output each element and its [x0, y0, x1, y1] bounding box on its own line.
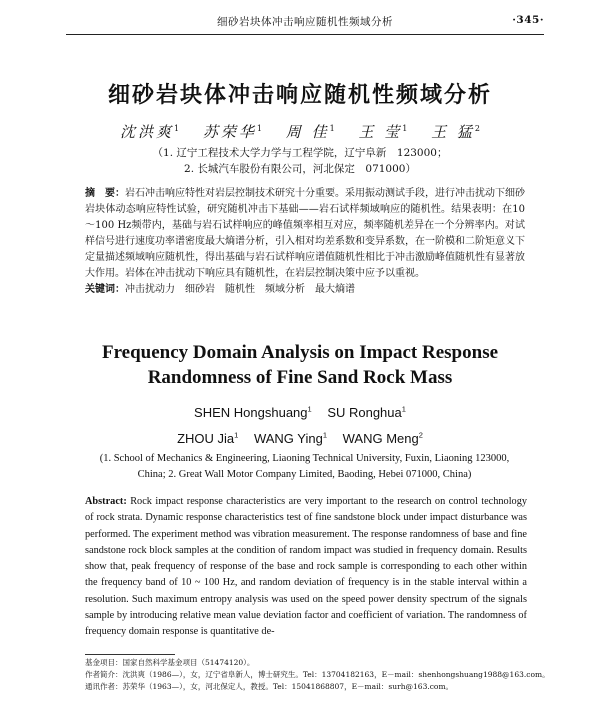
author-5: 王 猛$^2$ [431, 123, 480, 141]
author-4: 王 莹$^1$ [358, 123, 408, 141]
english-author-1: SHEN Hongshuang$^1$ [194, 405, 312, 421]
abstract-label: 摘 要： [85, 188, 125, 199]
abstract-text: 岩石冲击响应特性对岩层控制技术研究十分重要。采用振动测试手段，进行冲击扰动下细砂岩块体动态响应特性试验，研究随机冲击下基础——岩石试样频域响应的随机性。结果表明：在10～100 Hz频带内，基础与岩石试样响应的峰值频率相互对应，频率随机差异在一个分辨率内。对试样信号进行速度功率谱密度最大熵谱分析，引入相对均差系数和变异系数，在一阶模和二阶矩意义下定量描述频域响应随机性，得出基础与岩石试样响应谱值随机性相比于冲击激励峰值随机性有显著放大作用。岩体在冲击扰动下响应具有随机性，在岩层控制决策中应予以重视。 [85, 188, 525, 279]
chinese-title: 细砂岩块体冲击响应随机性频域分析 [107, 82, 492, 108]
keywords-label: 关键词： [85, 284, 125, 295]
chinese-authors [0, 121, 600, 142]
footnotes [85, 657, 550, 693]
english-author-5: WANG Meng$^2$ [342, 430, 423, 446]
footnote-corresponding: 通讯作者：苏荣华（1963—），女，河北保定人，教授。Tel：15041868807，E－mail：surh@163.com。 [85, 682, 454, 691]
affiliation-line-2: 2. 长城汽车股份有限公司，河北保定 071000） [184, 163, 416, 175]
english-author-4: WANG Ying$^1$ [253, 430, 327, 446]
running-header [66, 12, 544, 35]
english-title [0, 340, 600, 390]
english-title-line-2: Randomness of Fine Sand Rock Mass [147, 367, 453, 388]
english-abstract-label: Abstract: [85, 496, 127, 507]
footnote-divider [85, 654, 175, 655]
footnote-author-bio: 作者简介：沈洪爽（1986—），女，辽宁省阜新人，博士研究生。Tel：13704182163，E－mail：shenhongshuang1988@163.com。 [85, 670, 550, 679]
english-author-2: SU Ronghua$^1$ [327, 405, 406, 421]
english-abstract [85, 494, 527, 641]
english-authors [0, 399, 600, 450]
author-2: 苏荣华$^1$ [202, 123, 263, 141]
english-affiliation: (1. School of Mechanics & Engineering, Liaoning Technical University, Fuxin, Liaoning 123000, China; 2. Great Wall Motor Company Limited, Baoding, Hebei 071000, China) [99, 453, 510, 480]
affiliation-line-1: （1. 辽宁工程技术大学力学与工程学院，辽宁阜新 123000； [152, 147, 448, 159]
keywords-text: 冲击扰动力 细砂岩 随机性 频域分析 最大熵谱 [125, 284, 355, 295]
chinese-affiliations [0, 145, 600, 177]
author-1: 沈洪爽$^1$ [120, 123, 180, 141]
english-title-line-1: Frequency Domain Analysis on Impact Response [101, 342, 499, 363]
footnote-funding: 基金项目：国家自然科学基金项目（51474120）。 [85, 658, 255, 667]
running-title: 细砂岩块体冲击响应随机性频域分析 [217, 16, 393, 28]
chinese-abstract [85, 186, 525, 298]
author-3: 周 佳$^1$ [285, 123, 335, 141]
page-number: ·345· [512, 14, 544, 26]
english-author-3: ZHOU Jia$^1$ [177, 430, 239, 446]
english-abstract-text: Rock impact response characteristics are very important to the research on control technology of rock strata. Dynamic response characteristics test of fine sandstone block under impact disturbance was performed. The experiment method was vibration measurement. The response randomness of base and fine sandstone rock block samples at the condition of random impact was studied in frequency domain. Results show that, peak frequency of response of the base and rock sample is corresponding to each other within the frequency band of 10 ~ 100 Hz, and random deviation of frequency is in the stable interval within a resolution. Such maximum entropy analysis was used on the speed power density spectrum of the signals sample by introducing relative mean value deviation factor and coefficient of variation. The randomness of frequency domain response is quantitative de- [85, 496, 528, 638]
